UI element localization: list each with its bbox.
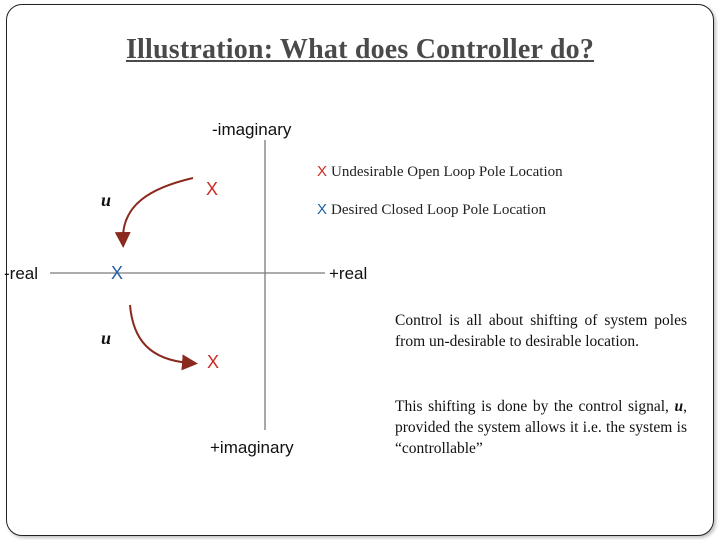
legend-undesirable-marker: X bbox=[317, 163, 328, 180]
p2-prefix: This shifting is done by the control signal, bbox=[395, 398, 675, 415]
upper-arrow bbox=[123, 178, 193, 240]
axis-label-neg-real: -real bbox=[4, 264, 39, 283]
control-signal-label-lower: u bbox=[101, 328, 112, 348]
paragraph-control-signal bbox=[395, 396, 687, 459]
undesirable-pole-upper: X bbox=[206, 179, 219, 199]
slide-title: Illustration: What does Controller do? bbox=[125, 34, 595, 65]
axis-label-neg-imaginary: -imaginary bbox=[212, 120, 292, 139]
legend-desired-text: Desired Closed Loop Pole Location bbox=[331, 202, 546, 218]
undesirable-pole-lower: X bbox=[207, 352, 220, 372]
legend-undesirable-text: Undesirable Open Loop Pole Location bbox=[331, 164, 563, 180]
p2-u: u bbox=[674, 398, 684, 415]
desired-pole: X bbox=[111, 263, 124, 283]
control-signal-label-upper: u bbox=[101, 190, 112, 210]
legend-desired-marker: X bbox=[317, 201, 328, 218]
paragraph-control-shifting: Control is all about shifting of system poles from un-desirable to desirable location. bbox=[395, 312, 687, 350]
lower-arrow bbox=[130, 305, 190, 363]
axis-label-pos-real: +real bbox=[329, 264, 368, 283]
legend-undesirable bbox=[317, 163, 563, 181]
axis-label-pos-imaginary: +imaginary bbox=[210, 438, 294, 457]
legend-desired bbox=[317, 201, 546, 219]
p2-suffix: , provided the system allows it i.e. the system is “controllable” bbox=[395, 398, 687, 457]
